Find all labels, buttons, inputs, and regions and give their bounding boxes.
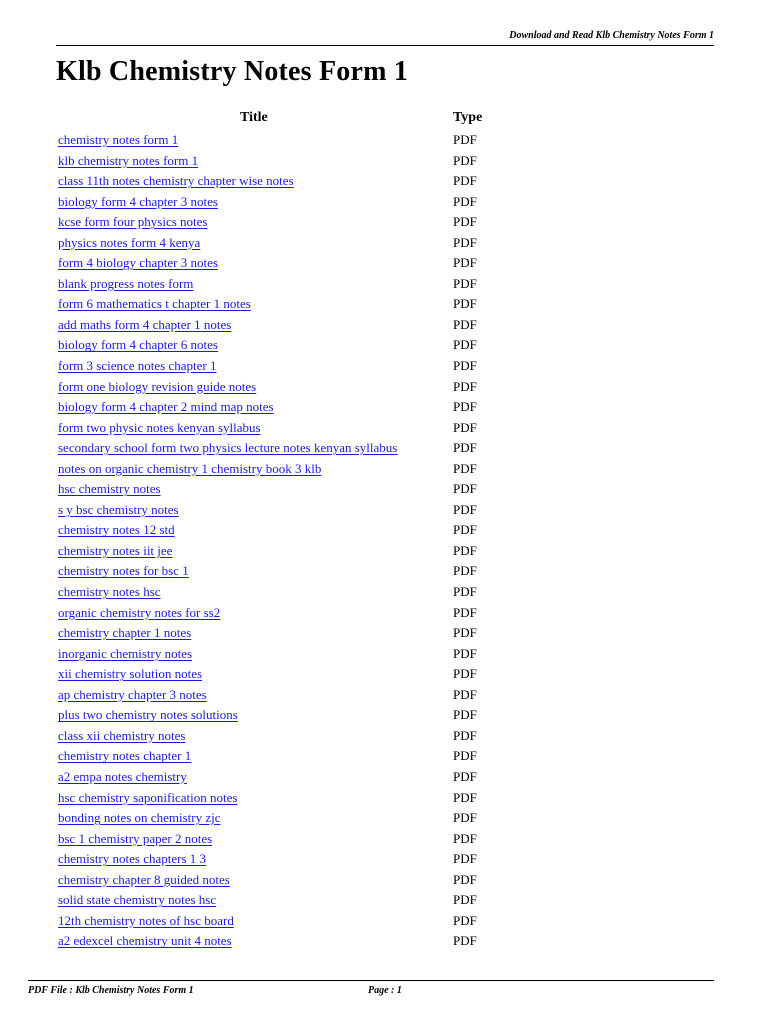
document-type: PDF — [453, 542, 477, 558]
document-type: PDF — [453, 316, 477, 332]
table-row — [58, 253, 518, 274]
document-type: PDF — [453, 810, 477, 826]
document-type: PDF — [453, 132, 477, 147]
document-type: PDF — [453, 275, 477, 291]
document-type: PDF — [453, 727, 477, 743]
table-row — [58, 356, 518, 377]
document-title: Klb Chemistry Notes Form 1 — [56, 56, 409, 87]
table-row — [58, 685, 518, 706]
document-link[interactable]: blank progress notes form — [58, 275, 194, 291]
footer-file-label: PDF File : Klb Chemistry Notes Form 1 — [28, 985, 194, 996]
table-row — [58, 130, 518, 151]
document-link[interactable]: solid state chemistry notes hsc — [58, 892, 217, 908]
document-link[interactable]: chemistry notes form 1 — [58, 132, 179, 147]
document-type: PDF — [453, 604, 477, 620]
footer-page-number: Page : 1 — [368, 985, 402, 996]
column-header-type: Type — [453, 110, 483, 125]
document-type: PDF — [453, 563, 477, 579]
document-link[interactable]: plus two chemistry notes solutions — [58, 707, 238, 723]
table-row — [58, 171, 518, 192]
document-type: PDF — [453, 871, 477, 887]
document-link[interactable]: ap chemistry chapter 3 notes — [58, 686, 207, 702]
table-row — [58, 274, 518, 295]
document-link[interactable]: organic chemistry notes for ss2 — [58, 604, 221, 620]
table-row — [58, 870, 518, 891]
table-row — [58, 500, 518, 521]
document-link[interactable]: form one biology revision guide notes — [58, 378, 257, 394]
document-type: PDF — [453, 522, 477, 538]
table-row — [58, 746, 518, 767]
document-type: PDF — [453, 892, 477, 908]
document-link[interactable]: inorganic chemistry notes — [58, 645, 193, 661]
table-row — [58, 418, 518, 439]
document-link[interactable]: hsc chemistry saponification notes — [58, 789, 238, 805]
document-type: PDF — [453, 193, 477, 209]
table-row — [58, 603, 518, 624]
table-row — [58, 192, 518, 213]
table-row — [58, 890, 518, 911]
table-row — [58, 664, 518, 685]
document-link[interactable]: form 6 mathematics t chapter 1 notes — [58, 296, 251, 312]
document-type: PDF — [453, 851, 477, 867]
table-row — [58, 705, 518, 726]
table-row — [58, 808, 518, 829]
running-header: Download and Read Klb Chemistry Notes Form 1 — [509, 30, 714, 41]
header-rule — [56, 45, 714, 46]
document-link[interactable]: chemistry notes chapter 1 — [58, 748, 192, 764]
document-type: PDF — [453, 686, 477, 702]
document-type: PDF — [453, 152, 477, 168]
document-link[interactable]: notes on organic chemistry 1 chemistry book 3 klb — [58, 460, 322, 476]
document-link[interactable]: form two physic notes kenyan syllabus — [58, 419, 261, 435]
table-body — [58, 130, 518, 952]
document-type: PDF — [453, 296, 477, 312]
table-row — [58, 479, 518, 500]
document-link[interactable]: chemistry chapter 1 notes — [58, 625, 192, 641]
document-type: PDF — [453, 214, 477, 230]
document-type: PDF — [453, 358, 477, 374]
table-row — [58, 644, 518, 665]
document-type: PDF — [453, 419, 477, 435]
document-type: PDF — [453, 666, 477, 682]
document-link[interactable]: chemistry chapter 8 guided notes — [58, 871, 230, 887]
document-type: PDF — [453, 337, 477, 353]
document-type: PDF — [453, 173, 477, 189]
table-row — [58, 561, 518, 582]
table-row — [58, 582, 518, 603]
document-link[interactable]: chemistry notes chapters 1 3 — [58, 851, 207, 867]
table-row — [58, 335, 518, 356]
document-link[interactable]: class 11th notes chemistry chapter wise notes — [58, 173, 294, 189]
table-row — [58, 377, 518, 398]
document-link[interactable]: klb chemistry notes form 1 — [58, 152, 199, 168]
table-row — [58, 459, 518, 480]
document-type: PDF — [453, 460, 477, 476]
document-type: PDF — [453, 768, 477, 784]
table-row — [58, 849, 518, 870]
document-type: PDF — [453, 748, 477, 764]
document-link[interactable]: hsc chemistry notes — [58, 481, 161, 497]
document-link[interactable]: chemistry notes 12 std — [58, 522, 175, 538]
document-type: PDF — [453, 645, 477, 661]
column-header-title: Title — [240, 110, 268, 125]
table-row — [58, 520, 518, 541]
document-type: PDF — [453, 378, 477, 394]
table-row — [58, 315, 518, 336]
table-row — [58, 788, 518, 809]
footer-rule — [28, 980, 714, 981]
document-type: PDF — [453, 789, 477, 805]
document-link[interactable]: secondary school form two physics lecture notes kenyan syllabus — [58, 440, 398, 456]
table-row — [58, 233, 518, 254]
table-row — [58, 151, 518, 172]
table-row — [58, 294, 518, 315]
documents-table — [58, 110, 518, 952]
document-type: PDF — [453, 399, 477, 415]
document-type: PDF — [453, 501, 477, 517]
table-row — [58, 767, 518, 788]
document-type: PDF — [453, 584, 477, 600]
document-link[interactable]: s y bsc chemistry notes — [58, 501, 179, 517]
document-link[interactable]: biology form 4 chapter 2 mind map notes — [58, 399, 274, 415]
document-type: PDF — [453, 255, 477, 271]
document-type: PDF — [453, 912, 477, 928]
document-type: PDF — [453, 625, 477, 641]
document-link[interactable]: bonding notes on chemistry zjc — [58, 810, 221, 826]
table-row — [58, 623, 518, 644]
document-type: PDF — [453, 830, 477, 846]
document-link[interactable]: chemistry notes iit jee — [58, 542, 173, 558]
document-link[interactable]: bsc 1 chemistry paper 2 notes — [58, 830, 213, 846]
table-row — [58, 212, 518, 233]
document-link[interactable]: kcse form four physics notes — [58, 214, 208, 230]
table-row — [58, 438, 518, 459]
document-link[interactable]: chemistry notes for bsc 1 — [58, 563, 189, 579]
table-header — [58, 110, 518, 130]
document-type: PDF — [453, 933, 477, 949]
document-link[interactable]: class xii chemistry notes — [58, 727, 186, 743]
document-link[interactable]: chemistry notes hsc — [58, 584, 161, 600]
document-link[interactable]: a2 edexcel chemistry unit 4 notes — [58, 933, 232, 949]
document-link[interactable]: a2 empa notes chemistry — [58, 768, 187, 784]
document-link[interactable]: 12th chemistry notes of hsc board — [58, 912, 234, 928]
document-link[interactable]: biology form 4 chapter 3 notes — [58, 193, 218, 209]
table-row — [58, 911, 518, 932]
document-link[interactable]: biology form 4 chapter 6 notes — [58, 337, 218, 353]
table-row — [58, 541, 518, 562]
document-link[interactable]: form 3 science notes chapter 1 — [58, 358, 217, 374]
document-link[interactable]: physics notes form 4 kenya — [58, 234, 201, 250]
table-row — [58, 726, 518, 747]
table-row — [58, 931, 518, 952]
document-type: PDF — [453, 707, 477, 723]
document-type: PDF — [453, 234, 477, 250]
document-link[interactable]: xii chemistry solution notes — [58, 666, 203, 682]
table-row — [58, 397, 518, 418]
document-type: PDF — [453, 440, 477, 456]
document-type: PDF — [453, 481, 477, 497]
document-link[interactable]: form 4 biology chapter 3 notes — [58, 255, 218, 271]
table-row — [58, 829, 518, 850]
document-link[interactable]: add maths form 4 chapter 1 notes — [58, 316, 232, 332]
